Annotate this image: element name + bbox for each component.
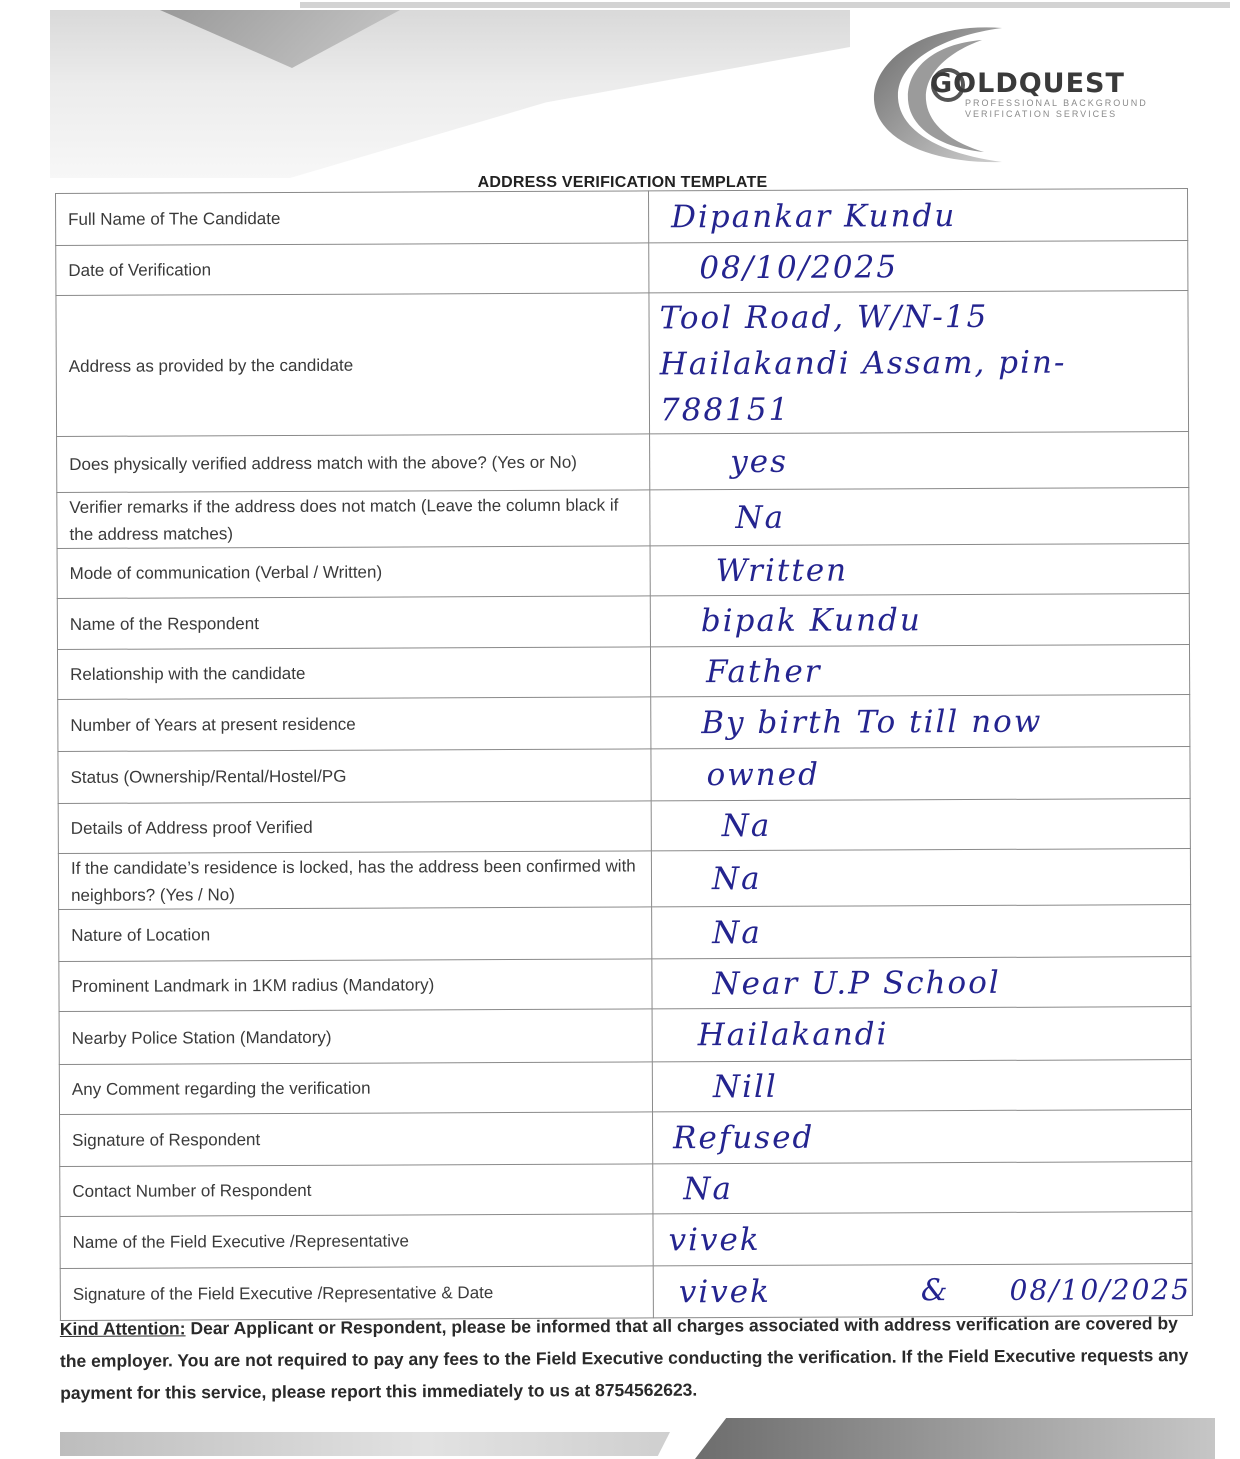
field-value-cell bbox=[649, 291, 1189, 434]
field-label: Address as provided by the candidate bbox=[56, 293, 650, 437]
field-label: Does physically verified address match with the above? (Yes or No) bbox=[57, 434, 650, 493]
field-label: Name of the Field Executive /Representative bbox=[60, 1214, 653, 1269]
field-value-cell bbox=[650, 544, 1189, 596]
field-value-cell bbox=[650, 432, 1189, 490]
footer-decoration-left bbox=[60, 1432, 670, 1456]
field-label: Mode of communication (Verbal / Written) bbox=[57, 546, 650, 599]
field-value-cell bbox=[652, 957, 1191, 1009]
form-row bbox=[57, 594, 1189, 650]
form-row bbox=[59, 1060, 1191, 1115]
field-label: Any Comment regarding the verification bbox=[59, 1062, 652, 1115]
form-row bbox=[58, 695, 1190, 752]
field-label: Signature of the Field Executive /Representative & Date bbox=[60, 1266, 653, 1321]
field-value-cell bbox=[651, 799, 1190, 851]
field-value: Na bbox=[711, 860, 762, 897]
field-label: Verifier remarks if the address does not match (Leave the column black if the address matches) bbox=[57, 490, 650, 549]
field-value-cell bbox=[651, 695, 1190, 749]
form-row bbox=[56, 189, 1188, 246]
brand-tagline: PROFESSIONAL BACKGROUND VERIFICATION SERVICES bbox=[965, 98, 1148, 119]
field-value: Hailakandi bbox=[697, 1016, 889, 1054]
form-row bbox=[58, 849, 1190, 910]
field-label: Relationship with the candidate bbox=[57, 647, 650, 700]
field-label: Contact Number of Respondent bbox=[60, 1164, 653, 1217]
field-label: Full Name of The Candidate bbox=[56, 191, 649, 246]
field-label: Number of Years at present residence bbox=[58, 697, 651, 752]
signature-line bbox=[654, 1272, 1192, 1310]
form-row bbox=[57, 544, 1189, 599]
field-value-cell bbox=[652, 1007, 1191, 1062]
form-row bbox=[60, 1212, 1192, 1269]
field-label: Date of Verification bbox=[56, 243, 649, 296]
field-label: If the candidate’s residence is locked, has the address been confirmed with neighbors? (Yes / No) bbox=[58, 851, 651, 910]
field-label: Nearby Police Station (Mandatory) bbox=[59, 1009, 652, 1065]
attention-lead: Kind Attention: bbox=[59, 1318, 186, 1339]
top-scan-line bbox=[300, 2, 1230, 8]
field-value-cell bbox=[650, 488, 1189, 546]
brand-name: GOLDQUEST bbox=[930, 68, 1125, 99]
form-row bbox=[56, 241, 1188, 296]
field-label: Name of the Respondent bbox=[57, 596, 650, 650]
field-value: Written bbox=[715, 552, 849, 589]
signature-mark: & bbox=[920, 1273, 950, 1309]
document-title: ADDRESS VERIFICATION TEMPLATE bbox=[477, 174, 768, 191]
form-row bbox=[58, 799, 1190, 854]
field-value: Na bbox=[712, 914, 762, 951]
field-value-cell bbox=[651, 747, 1190, 801]
field-value: Na bbox=[683, 1170, 734, 1207]
form-row bbox=[59, 957, 1191, 1012]
field-label: Status (Ownership/Rental/Hostel/PG bbox=[58, 749, 651, 804]
field-value-cell bbox=[648, 189, 1187, 243]
field-value: vivek bbox=[668, 1221, 761, 1258]
field-value: Dipankar Kundu bbox=[671, 197, 957, 235]
form-row bbox=[56, 291, 1189, 437]
field-value: bipak Kundu bbox=[700, 602, 922, 640]
form-row bbox=[57, 645, 1189, 700]
header-decoration bbox=[50, 10, 850, 178]
field-value: Near U.P School bbox=[712, 964, 1001, 1002]
form-row bbox=[57, 488, 1189, 549]
field-value: 08/10/2025 bbox=[699, 248, 899, 286]
field-value-cell bbox=[650, 594, 1189, 647]
signature-date: 08/10/2025 bbox=[1009, 1273, 1192, 1307]
field-value: vivek bbox=[678, 1273, 771, 1310]
field-value-cell bbox=[653, 1212, 1192, 1266]
field-value: Nill bbox=[712, 1068, 778, 1105]
field-label: Details of Address proof Verified bbox=[58, 801, 651, 854]
field-label: Nature of Location bbox=[59, 907, 652, 962]
field-value: Refused bbox=[673, 1119, 815, 1156]
kind-attention-notice bbox=[60, 1307, 1200, 1409]
attention-text: Dear Applicant or Respondent, please be informed that all charges associated with address verification are covered by the employer. You are not required to pay any fees to the Field Executive conducting the verification. If the Field Executive requests any payment for this service, please report this immediately to us at 8754562623. bbox=[59, 1313, 1189, 1403]
field-value: Tool Road, W/N-15 Hailakandi Assam, pin-788151 bbox=[659, 298, 1067, 429]
field-value: Father bbox=[706, 653, 822, 690]
field-value-cell bbox=[651, 849, 1190, 907]
field-value-cell bbox=[649, 241, 1188, 293]
field-label: Prominent Landmark in 1KM radius (Mandatory) bbox=[59, 959, 652, 1012]
form-row bbox=[58, 747, 1190, 804]
field-value-cell bbox=[650, 645, 1189, 697]
field-value: By birth To till now bbox=[701, 703, 1043, 741]
form-row bbox=[57, 432, 1189, 493]
field-value-cell bbox=[653, 1162, 1192, 1214]
form-row bbox=[60, 1110, 1192, 1167]
field-value: Na bbox=[735, 499, 786, 536]
form-row bbox=[59, 1007, 1191, 1065]
field-label: Signature of Respondent bbox=[60, 1112, 653, 1167]
field-value: yes bbox=[730, 443, 789, 480]
field-value-cell bbox=[652, 1060, 1191, 1112]
form-row bbox=[59, 905, 1191, 962]
field-value: owned bbox=[706, 756, 820, 793]
verification-form-table bbox=[55, 188, 1193, 1321]
field-value: Na bbox=[721, 807, 772, 844]
field-value-cell bbox=[653, 1110, 1192, 1164]
footer-decoration-right bbox=[695, 1418, 1215, 1459]
field-value-cell bbox=[652, 905, 1191, 959]
form-row bbox=[60, 1162, 1192, 1217]
